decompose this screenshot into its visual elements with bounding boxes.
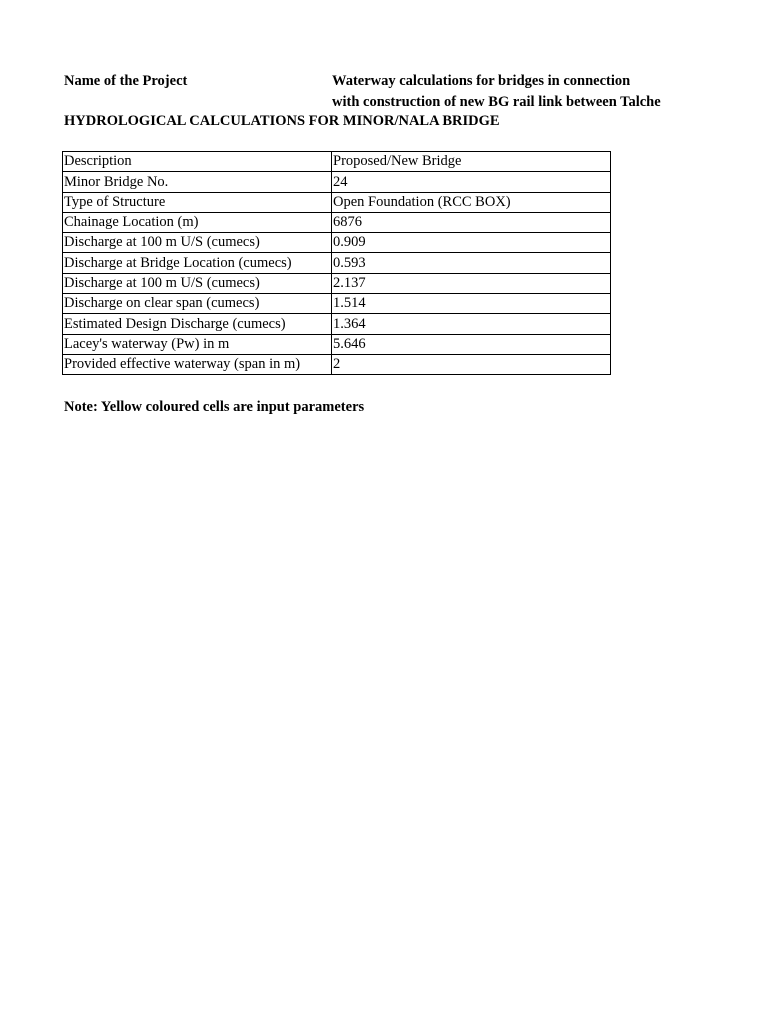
table-cell-description[interactable]: Minor Bridge No.	[63, 172, 332, 192]
table-row	[63, 233, 611, 253]
table-cell-value[interactable]: Proposed/New Bridge	[332, 152, 611, 172]
project-name-value	[332, 71, 752, 112]
table-cell-value[interactable]: 0.909	[332, 233, 611, 253]
table-cell-description[interactable]: Chainage Location (m)	[63, 212, 332, 232]
table-cell-description[interactable]: Estimated Design Discharge (cumecs)	[63, 314, 332, 334]
table-cell-description[interactable]: Description	[63, 152, 332, 172]
table-row	[63, 314, 611, 334]
table-cell-description[interactable]: Discharge at Bridge Location (cumecs)	[63, 253, 332, 273]
table-cell-value[interactable]: 1.364	[332, 314, 611, 334]
table-row	[63, 212, 611, 232]
table-cell-value[interactable]: 24	[332, 172, 611, 192]
table-cell-description[interactable]: Type of Structure	[63, 192, 332, 212]
table-row	[63, 273, 611, 293]
table-cell-value[interactable]: 6876	[332, 212, 611, 232]
table-row	[63, 294, 611, 314]
table-cell-value[interactable]: 0.593	[332, 253, 611, 273]
project-name-value-line2: with construction of new BG rail link between Talche	[332, 93, 661, 110]
table-cell-description[interactable]: Discharge at 100 m U/S (cumecs)	[63, 233, 332, 253]
input-parameters-note: Note: Yellow coloured cells are input parameters	[64, 399, 365, 415]
table-row	[63, 152, 611, 172]
table-cell-value[interactable]: Open Foundation (RCC BOX)	[332, 192, 611, 212]
table-cell-description[interactable]: Lacey's waterway (Pw) in m	[63, 334, 332, 354]
table-cell-description[interactable]: Provided effective waterway (span in m)	[63, 354, 332, 374]
table-row	[63, 192, 611, 212]
table-cell-value[interactable]: 2.137	[332, 273, 611, 293]
table-row	[63, 253, 611, 273]
table-cell-value[interactable]: 1.514	[332, 294, 611, 314]
table-cell-value[interactable]: 5.646	[332, 334, 611, 354]
project-name-label: Name of the Project	[64, 73, 188, 89]
section-title: HYDROLOGICAL CALCULATIONS FOR MINOR/NALA BRIDGE	[64, 113, 500, 129]
table-row	[63, 354, 611, 374]
table-row	[63, 334, 611, 354]
table-cell-description[interactable]: Discharge on clear span (cumecs)	[63, 294, 332, 314]
project-name-value-line1: Waterway calculations for bridges in connection	[332, 73, 631, 89]
table-row	[63, 172, 611, 192]
table-cell-value[interactable]: 2	[332, 354, 611, 374]
table-cell-description[interactable]: Discharge at 100 m U/S (cumecs)	[63, 273, 332, 293]
hydrological-calculations-table	[62, 151, 611, 375]
